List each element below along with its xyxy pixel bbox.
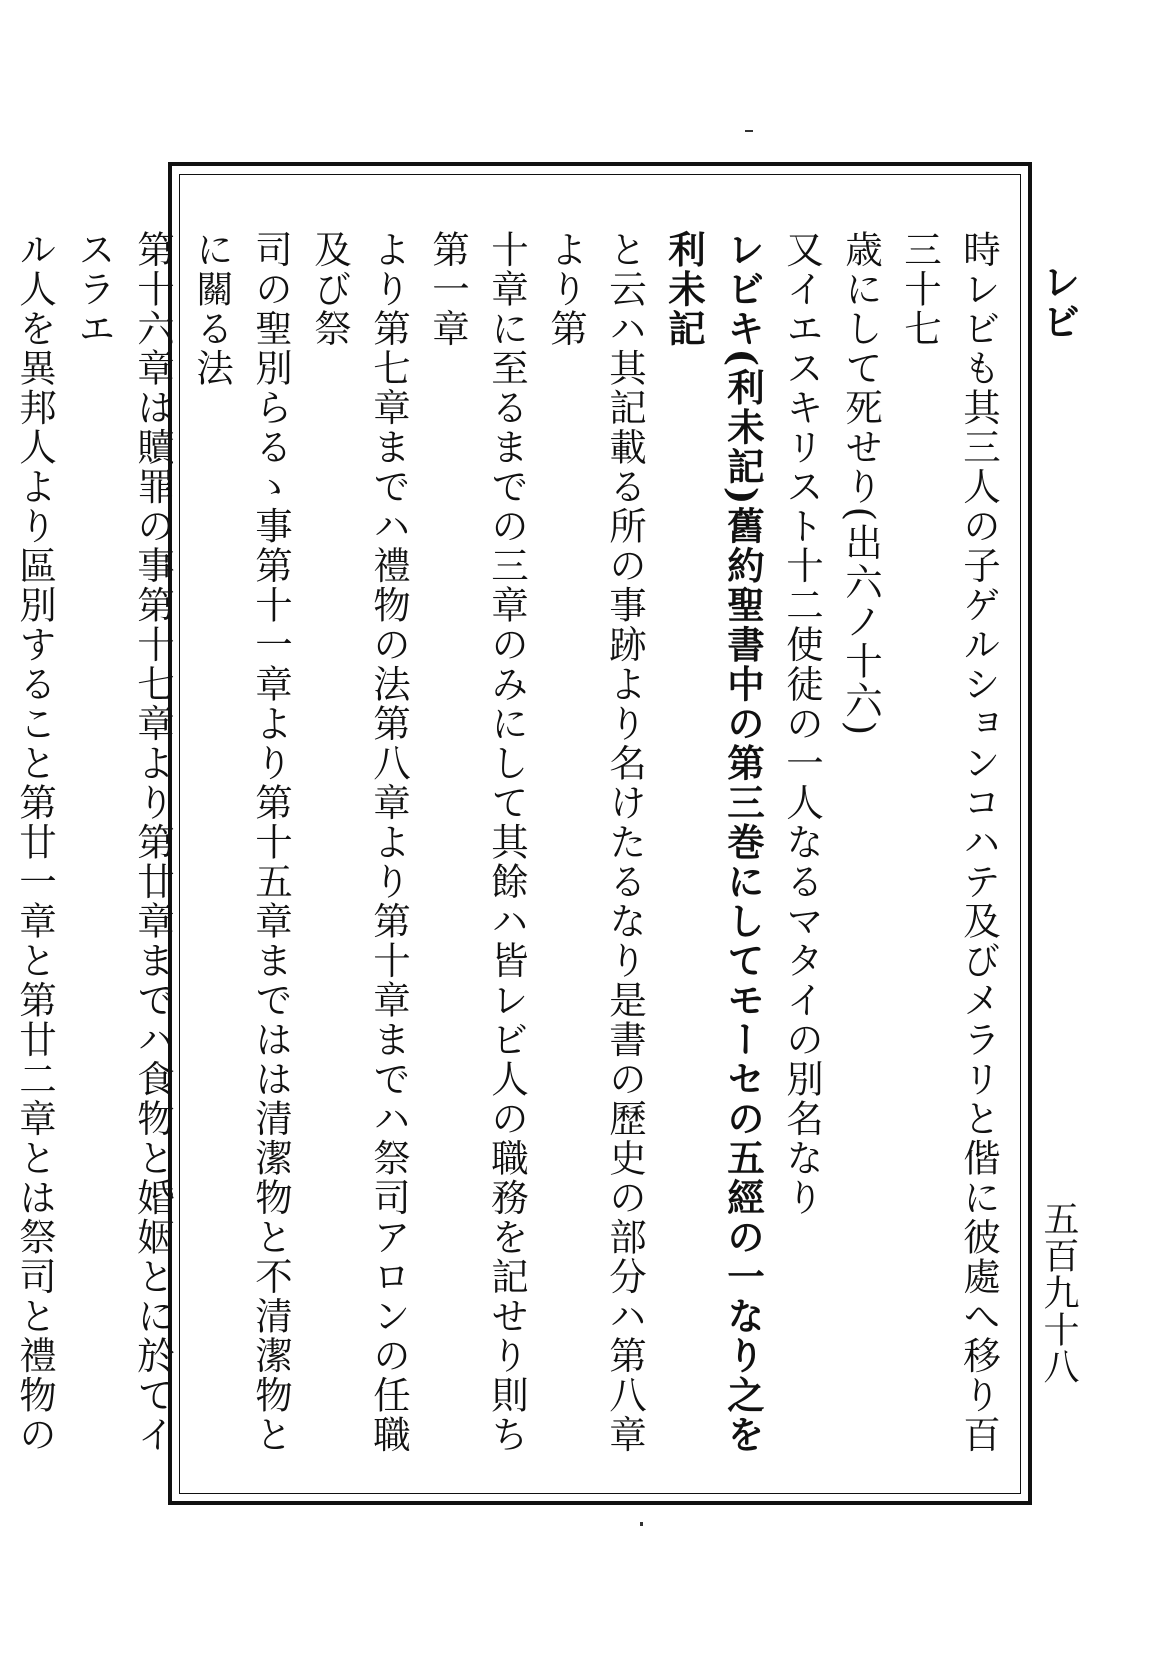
text-line-6: 十章に至るまでの三章のみにして其餘ハ皆レビ人の職務を記せり則ち第一章: [426, 230, 529, 1455]
speck-bottom: [640, 1522, 643, 1526]
text-line-8: 司の聖別らるゝ事第十一章より第十五章まではは清潔物と不清潔物とに關る法: [190, 230, 293, 1455]
page-number: 五百九十八: [1038, 1200, 1079, 1385]
running-head: レビ: [1036, 262, 1081, 342]
text-line-1: 時レビも其三人の子ゲルションコハテ及びメラリと偕に彼處へ移り百三十七: [898, 230, 1001, 1455]
body-text: [13, 230, 1008, 1460]
text-line-2: 歳にして死せり(出六ノ十六): [839, 230, 883, 738]
text-line-5: と云ハ其記載る所の事跡より名けたるなり是書の歷史の部分ハ第八章より第: [544, 230, 647, 1455]
text-line-9: 第十六章は贖罪の事第十七章より第廿章までハ食物と婚姻とに於てイスラエ: [72, 230, 175, 1455]
text-line-3: 又イエスキリスト十二使徒の一人なるマタイの別名なり: [780, 230, 824, 1218]
speck-top: [745, 130, 753, 132]
text-line-4-entry-leviticus: レビキ(利未記)舊約聖書中の第三巻にしてモーセの五經の一なり之を利未記: [662, 230, 765, 1455]
text-line-10: ル人を異邦人より區別すること第廿一章と第廿二章とは祭司と禮物の: [13, 230, 57, 1455]
text-line-7: より第七章までハ禮物の法第八章より第十章までハ祭司アロンの任職及び祭: [308, 230, 411, 1455]
